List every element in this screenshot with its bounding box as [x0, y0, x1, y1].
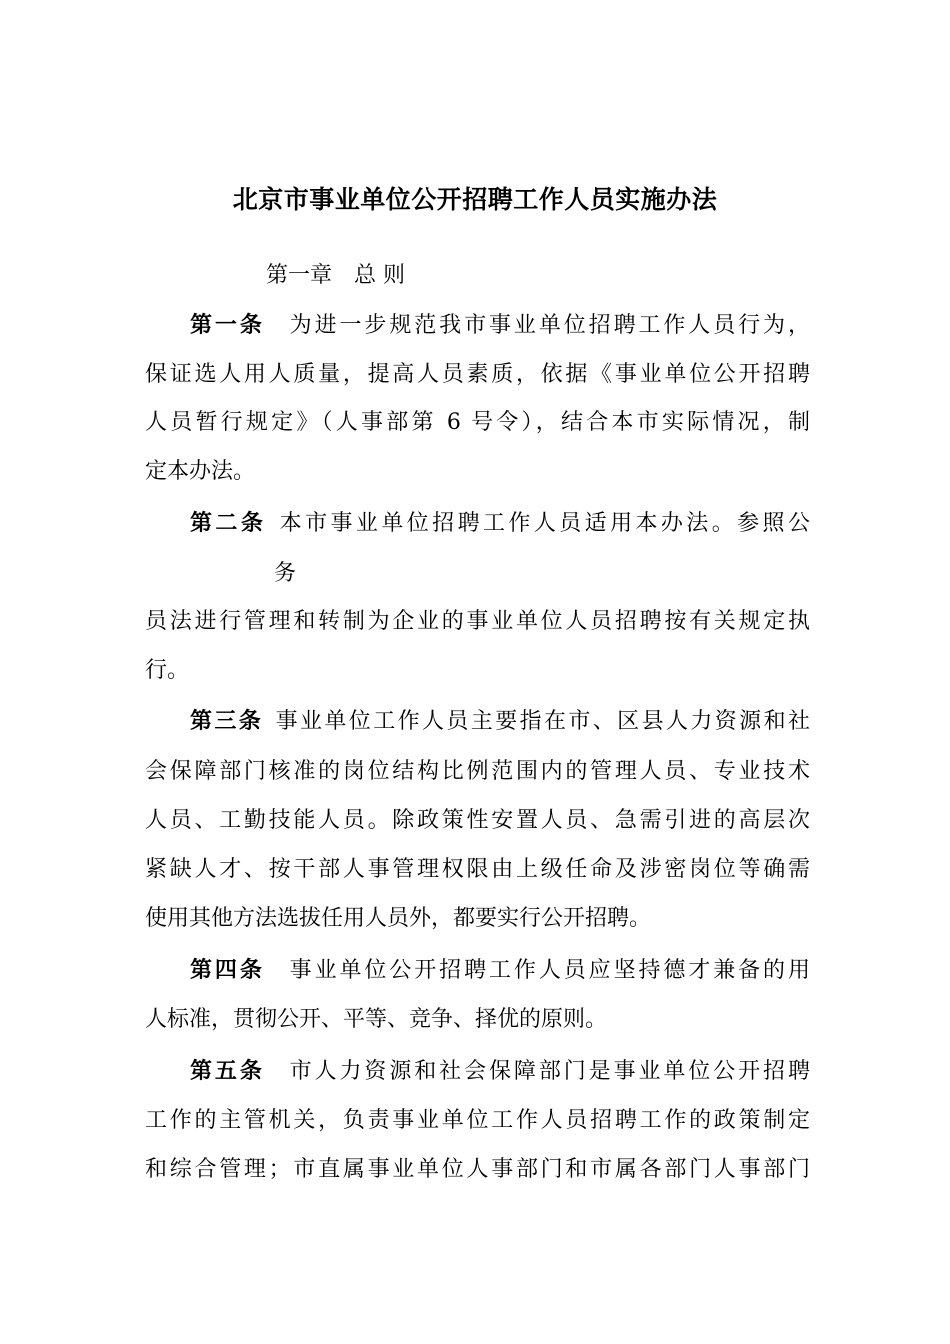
article-1-label: 第一条 — [190, 313, 265, 338]
article-4-line-2: 人标准，贯彻公开、平等、竞争、择优的原则。 — [145, 1007, 608, 1032]
article-4-text-1: 事业单位公开招聘工作人员应坚持德才兼备的用 — [286, 958, 810, 983]
chapter-heading: 第一章 总 则 — [266, 263, 405, 288]
article-5-line-1 — [190, 1055, 810, 1089]
article-3-line-2: 会保障部门核准的岗位结构比例范围内的管理人员、专业技术 — [145, 759, 810, 784]
article-2-text-1: 本市事业单位招聘工作人员适用本办法。参照公 — [276, 511, 810, 536]
article-3-line-4: 紧缺人才、按干部人事管理权限由上级任命及涉密岗位等确需 — [145, 857, 810, 882]
article-1-line-4: 定本办法。 — [145, 459, 256, 484]
article-3-text-1: 事业单位工作人员主要指在市、区县人力资源和社 — [273, 709, 810, 734]
document-title: 北京市事业单位公开招聘工作人员实施办法 — [232, 185, 718, 214]
article-4-line-1 — [190, 954, 810, 988]
article-2-line-2: 务 — [274, 561, 297, 586]
article-5-line-2: 工作的主管机关，负责事业单位工作人员招聘工作的政策制定 — [145, 1108, 810, 1133]
article-1-line-3: 人员暂行规定》（人事部第 6 号令），结合本市实际情况，制 — [145, 410, 810, 435]
article-3-line-3: 人员、工勤技能人员。除政策性安置人员、急需引进的高层次 — [145, 808, 810, 833]
article-3-line-1 — [190, 705, 810, 739]
article-1-line-1 — [190, 309, 810, 343]
article-1-line-2: 保证选人用人质量，提高人员素质，依据《事业单位公开招聘 — [145, 362, 810, 387]
article-5-text-1: 市人力资源和社会保障部门是事业单位公开招聘 — [286, 1059, 810, 1084]
article-2-line-3: 员法进行管理和转制为企业的事业单位人员招聘按有关规定执 — [145, 609, 810, 634]
article-2-label: 第二条 — [190, 511, 267, 536]
article-5-line-3: 和综合管理；市直属事业单位人事部门和市属各部门人事部门 — [145, 1157, 810, 1182]
article-3-line-5: 使用其他方法选拔任用人员外，都要实行公开招聘。 — [145, 906, 652, 931]
article-4-label: 第四条 — [190, 958, 265, 983]
article-3-label: 第三条 — [190, 709, 264, 734]
article-2-line-1 — [190, 507, 810, 541]
article-5-label: 第五条 — [190, 1059, 265, 1084]
article-2-line-4: 行。 — [145, 658, 190, 683]
article-1-text-1: 为进一步规范我市事业单位招聘工作人员行为， — [286, 313, 810, 338]
